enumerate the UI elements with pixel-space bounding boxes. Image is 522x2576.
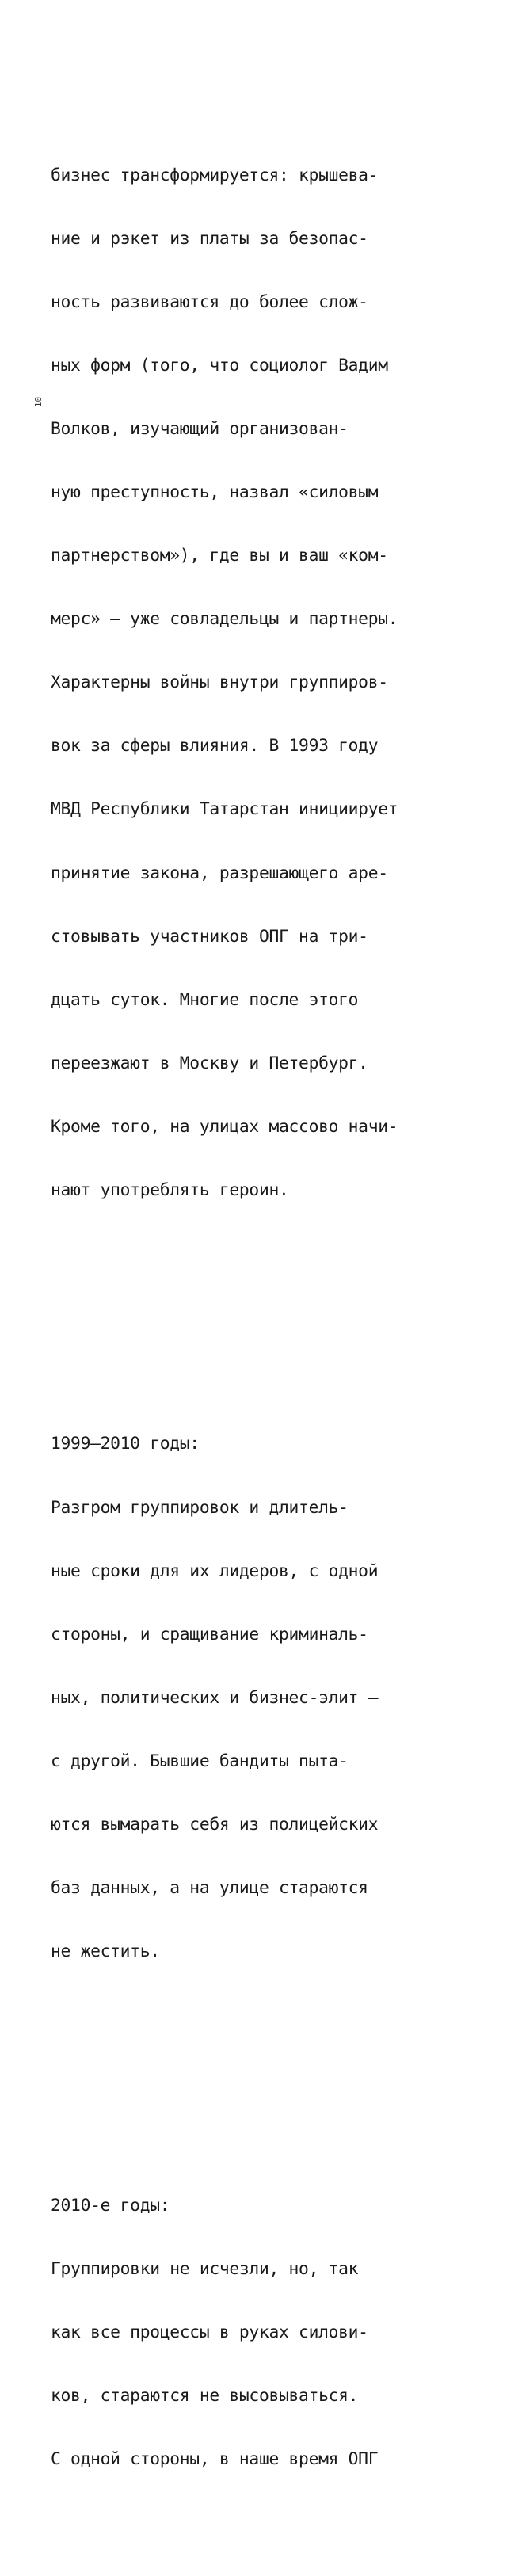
- text-line: переезжают в Москву и Петербург.: [51, 1053, 368, 1073]
- page-number: 10: [33, 396, 44, 408]
- section-2010s: [51, 2153, 463, 2513]
- text-line: партнерством»), где вы и ваш «ком-: [51, 546, 388, 566]
- text-line: Волков, изучающий организован-: [51, 418, 349, 439]
- text-line: ность развиваются до более слож-: [51, 292, 368, 312]
- section-intro: [51, 123, 463, 1244]
- text-line: ную преступность, назвал «силовым: [51, 482, 379, 502]
- text-line: как все процессы в руках силови-: [51, 2322, 368, 2342]
- text-line: Кроме того, на улицах массово начи-: [51, 1116, 398, 1137]
- text-line: стороны, и сращивание криминаль-: [51, 1624, 368, 1644]
- text-line: ных, политических и бизнес-элит —: [51, 1687, 379, 1708]
- text-line: ных форм (того, что социолог Вадим: [51, 355, 388, 375]
- section-heading: 1999–2010 годы:: [51, 1434, 200, 1454]
- text-line: ные сроки для их лидеров, с одной: [51, 1560, 379, 1581]
- text-line: Характерны войны внутри группиров-: [51, 673, 388, 693]
- text-line: ков, стараются не высовываться.: [51, 2385, 359, 2406]
- text-line: баз данных, а на улице стараются: [51, 1878, 368, 1899]
- text-line: Группировки не исчезли, но, так: [51, 2258, 359, 2279]
- text-line: МВД Республики Татарстан инициирует: [51, 799, 398, 820]
- text-line: не жестить.: [51, 1942, 160, 1962]
- text-line: с другой. Бывшие бандиты пыта-: [51, 1751, 349, 1771]
- section-1999-2010: [51, 1392, 463, 2005]
- paragraph-gap: [51, 1307, 463, 1328]
- text-line: бизнес трансформируется: крышева-: [51, 165, 379, 185]
- paragraph-gap: [51, 2068, 463, 2090]
- text-line: принятие закона, разрешающего аре-: [51, 863, 388, 883]
- text-line: стовывать участников ОПГ на три-: [51, 926, 368, 947]
- text-line: дцать суток. Многие после этого: [51, 989, 359, 1010]
- text-line: ются вымарать себя из полицейских: [51, 1814, 379, 1835]
- text-line: Разгром группировок и длитель-: [51, 1497, 349, 1518]
- text-line: С одной стороны, в наше время ОПГ: [51, 2448, 379, 2469]
- text-line: вок за сферы влияния. В 1993 году: [51, 736, 379, 756]
- text-line: нают употреблять героин.: [51, 1180, 289, 1201]
- body-text: [51, 59, 463, 2576]
- section-heading: 2010-е годы:: [51, 2195, 170, 2216]
- text-line: мерс» — уже совладельцы и партнеры.: [51, 609, 398, 630]
- text-line: ние и рэкет из платы за безопас-: [51, 228, 368, 249]
